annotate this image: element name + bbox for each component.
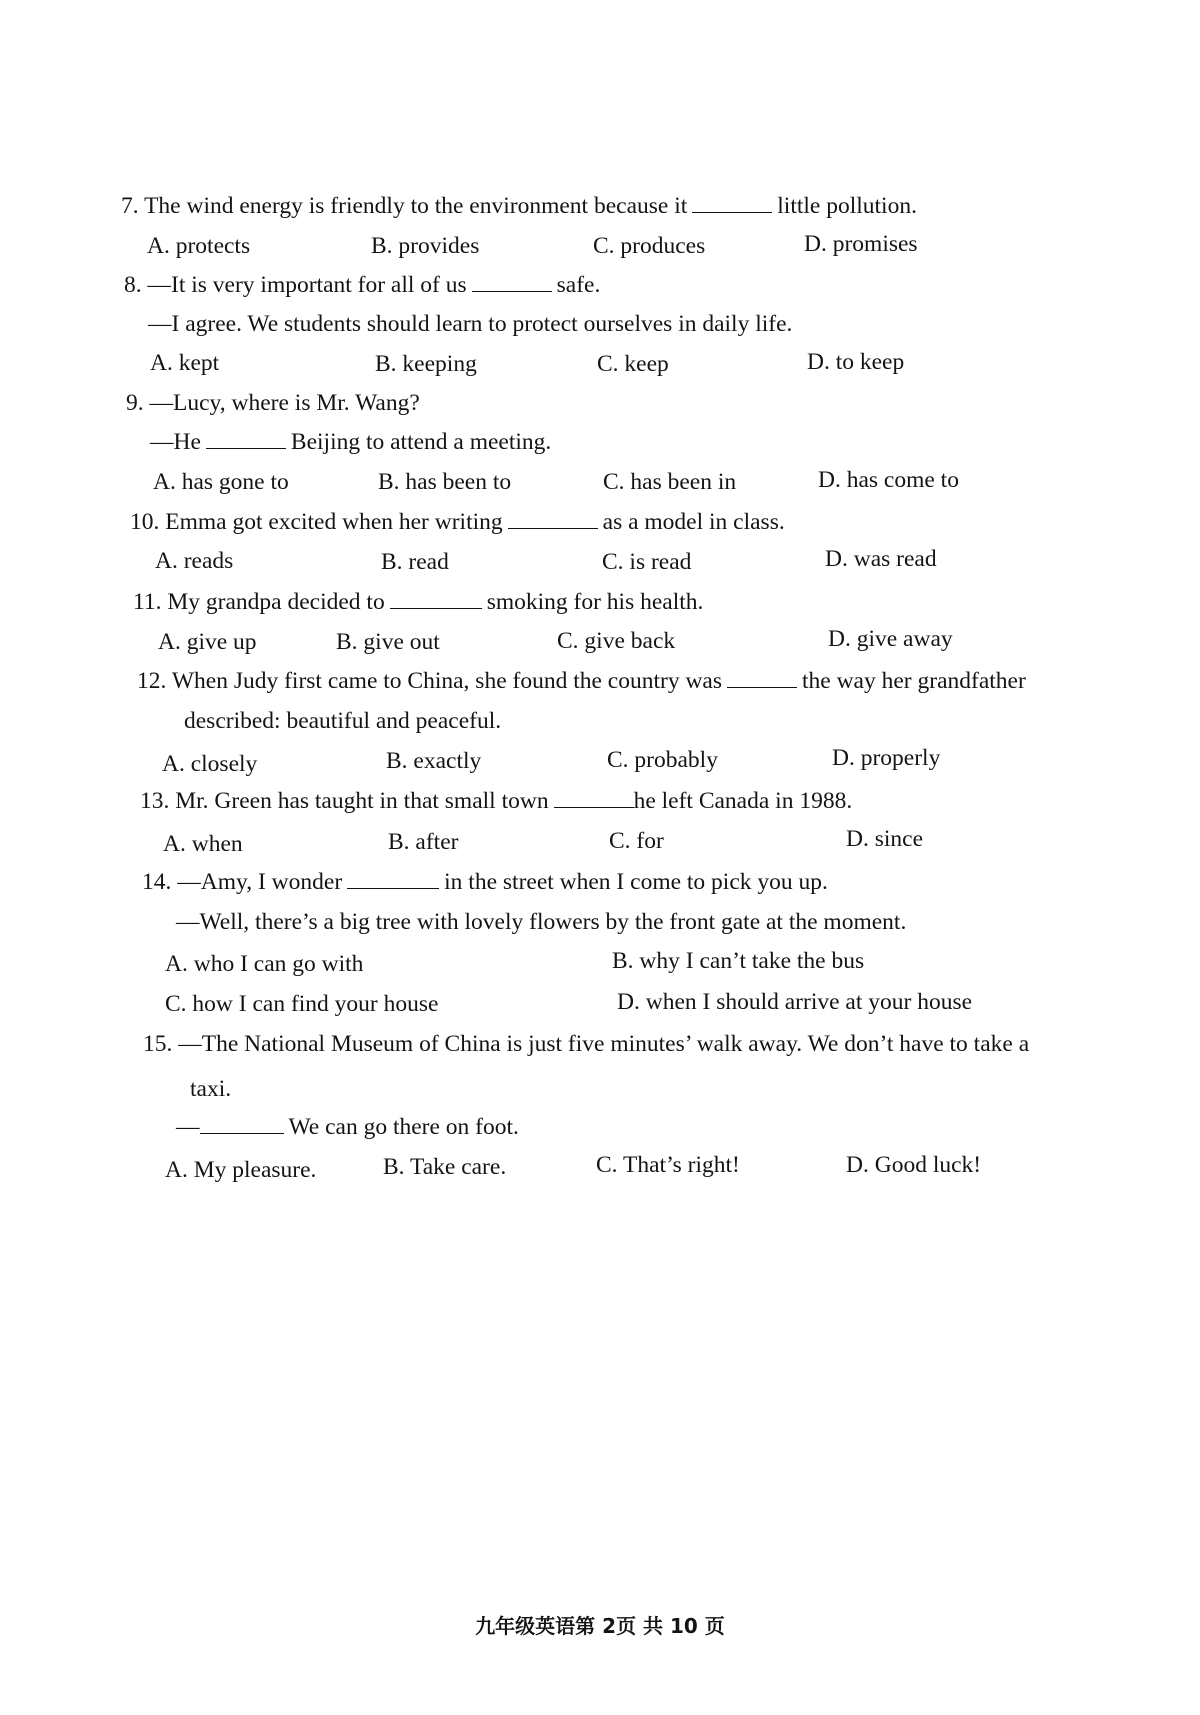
- question-14-reply: —Well, there’s a big tree with lovely flowers by the front gate at the moment.: [176, 909, 907, 935]
- stem-text: The wind energy is friendly to the environment because it: [144, 193, 688, 219]
- stem-text: When Judy first came to China, she found the country was: [171, 668, 722, 694]
- stem-text: Emma got excited when her writing: [165, 509, 503, 535]
- option-d: D. was read: [825, 546, 937, 572]
- question-number: 11.: [133, 589, 162, 615]
- question-8-reply: —I agree. We students should learn to protect ourselves in daily life.: [148, 311, 793, 337]
- option-a: A. reads: [155, 548, 234, 574]
- option-b: B. read: [381, 549, 449, 575]
- question-12-stem-continued: described: beautiful and peaceful.: [184, 708, 502, 734]
- answer-blank: [692, 194, 772, 213]
- option-d: D. Good luck!: [846, 1152, 982, 1178]
- option-c: C. give back: [557, 628, 676, 654]
- reply-text: Beijing to attend a meeting.: [290, 429, 552, 455]
- option-b: B. give out: [336, 629, 440, 655]
- answer-blank: [200, 1115, 284, 1134]
- stem-text: in the street when I come to pick you up.: [444, 869, 828, 895]
- question-15-stem: [143, 1032, 1029, 1058]
- question-15-stem-continued: taxi.: [190, 1076, 232, 1102]
- stem-text: he left Canada in 1988.: [633, 788, 853, 814]
- answer-blank: [206, 430, 286, 449]
- option-d: D. to keep: [807, 349, 905, 375]
- option-b: B. Take care.: [383, 1154, 507, 1180]
- option-c: C. keep: [597, 351, 669, 377]
- option-c: C. produces: [593, 233, 706, 259]
- option-c: C. That’s right!: [596, 1152, 740, 1178]
- option-c: C. how I can find your house: [165, 991, 439, 1017]
- question-10-stem: [130, 510, 785, 536]
- option-a: A. when: [163, 831, 243, 857]
- reply-text: —He: [150, 429, 201, 455]
- question-number: 7.: [121, 193, 139, 219]
- question-number: 10.: [130, 509, 160, 535]
- option-c: C. is read: [602, 549, 692, 575]
- option-d: D. when I should arrive at your house: [617, 989, 973, 1015]
- stem-text: smoking for his health.: [486, 589, 704, 615]
- option-a: A. kept: [150, 350, 220, 376]
- question-15-reply: [176, 1115, 519, 1141]
- question-number: 13.: [140, 788, 170, 814]
- stem-text: —Amy, I wonder: [177, 869, 343, 895]
- question-number: 14.: [142, 869, 172, 895]
- stem-text: the way her grandfather: [802, 668, 1026, 694]
- stem-text: —It is very important for all of us: [147, 272, 467, 298]
- question-9-stem: [126, 391, 420, 417]
- option-d: D. promises: [804, 231, 918, 257]
- stem-text: —The National Museum of China is just five minutes’ walk away. We don’t have to take a: [178, 1031, 1030, 1057]
- option-a: A. My pleasure.: [165, 1157, 317, 1183]
- page-footer: 九年级英语第 2页 共 10 页: [475, 1614, 725, 1638]
- question-11-stem: [133, 590, 703, 616]
- stem-text: Mr. Green has taught in that small town: [175, 788, 549, 814]
- question-14-stem: [142, 870, 828, 896]
- option-b: B. provides: [371, 233, 480, 259]
- question-number: 8.: [124, 272, 142, 298]
- question-number: 15.: [143, 1031, 173, 1057]
- option-a: A. give up: [158, 629, 257, 655]
- option-c: C. for: [609, 828, 664, 854]
- stem-text: as a model in class.: [602, 509, 785, 535]
- option-a: A. has gone to: [153, 469, 289, 495]
- stem-text: My grandpa decided to: [167, 589, 385, 615]
- question-12-stem: [137, 669, 1026, 695]
- answer-blank: [554, 789, 634, 808]
- answer-blank: [347, 870, 439, 889]
- question-9-reply: [150, 430, 551, 456]
- answer-blank: [727, 669, 797, 688]
- stem-text: —Lucy, where is Mr. Wang?: [149, 390, 420, 416]
- answer-blank: [508, 510, 598, 529]
- question-13-stem: [140, 789, 852, 815]
- option-a: A. closely: [162, 751, 258, 777]
- question-7-stem: [121, 194, 917, 220]
- question-8-stem: [124, 273, 600, 299]
- stem-text: safe.: [556, 272, 601, 298]
- question-number: 9.: [126, 390, 144, 416]
- reply-text: We can go there on foot.: [288, 1114, 519, 1140]
- option-b: B. why I can’t take the bus: [612, 948, 865, 974]
- stem-text: little pollution.: [777, 193, 917, 219]
- option-c: C. probably: [607, 747, 718, 773]
- option-a: A. protects: [147, 233, 251, 259]
- option-d: D. has come to: [818, 467, 959, 493]
- option-b: B. keeping: [375, 351, 477, 377]
- option-b: B. has been to: [378, 469, 512, 495]
- reply-text: —: [176, 1114, 200, 1140]
- question-number: 12.: [137, 668, 167, 694]
- option-b: B. exactly: [386, 748, 482, 774]
- option-a: A. who I can go with: [165, 951, 364, 977]
- option-d: D. give away: [828, 626, 953, 652]
- option-c: C. has been in: [603, 469, 737, 495]
- option-d: D. properly: [832, 745, 941, 771]
- option-b: B. after: [388, 829, 459, 855]
- answer-blank: [472, 273, 552, 292]
- option-d: D. since: [846, 826, 924, 852]
- answer-blank: [390, 590, 482, 609]
